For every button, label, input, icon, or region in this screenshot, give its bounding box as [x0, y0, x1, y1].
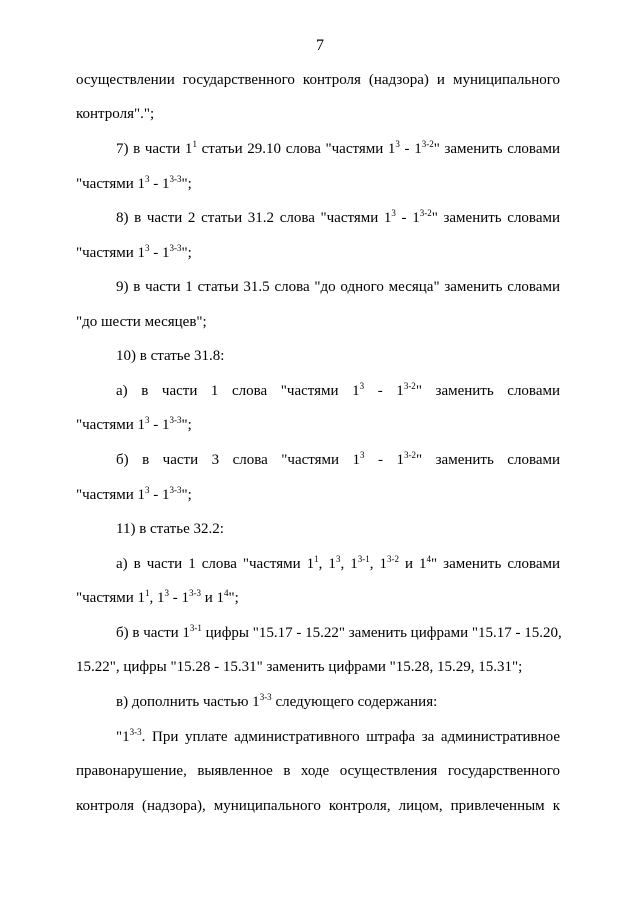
- text-line: правонарушение, выявленное в ходе осуществления государственного: [76, 763, 560, 779]
- text-line: контроля (надзора), муниципального контроля, лицом, привлеченным к: [76, 798, 560, 814]
- text-line: а) в части 1 слова "частями $1^1$, $1^3$, 1$^{3-1}$, 1$^{3-2}$ и $1^4$" заменить словами: [116, 554, 561, 572]
- text-line: осуществлении государственного контроля (надзора) и муниципального: [76, 72, 560, 88]
- text-line: 7) в части $1^1$ статьи 29.10 слова "частями $1^3 - 1^{3-2}$" заменить словами: [116, 139, 560, 157]
- text-line: 9) в части 1 статьи 31.5 слова "до одного месяца" заменить словами: [116, 279, 560, 295]
- text-line: б) в части 3 слова "частями $1^3 - 1^{3-2}$" заменить словами: [116, 450, 561, 468]
- text-line: 8) в части 2 статьи 31.2 слова "частями $1^3 - 1^{3-2}$" заменить словами: [116, 208, 560, 226]
- text-line: "частями $1^3 - 1^{3-3}$";: [76, 415, 192, 433]
- text-line: а) в части 1 слова "частями $1^3 - 1^{3-2}$" заменить словами: [116, 381, 560, 399]
- text-line: в) дополнить частью 1$^{3-3}$ следующего содержания:: [116, 692, 438, 710]
- text-line: контроля".";: [76, 106, 155, 122]
- text-line: "частями $1^1$, $1^3 - 1^{3-3}$ и $1^4$";: [76, 588, 239, 606]
- text-line: "1$^{3-3}$. При уплате административного штрафа за административное: [116, 727, 560, 745]
- text-line: "частями $1^3 - 1^{3-3}$";: [76, 485, 192, 503]
- page-number: 7: [316, 37, 324, 54]
- text-line: 10) в статье 31.8:: [116, 348, 225, 364]
- text-line: 15.22", цифры "15.28 - 15.31" заменить цифрами "15.28, 15.29, 15.31";: [76, 659, 523, 675]
- text-line: "до шести месяцев";: [76, 314, 207, 330]
- text-line: "частями $1^3 - 1^{3-3}$";: [76, 243, 192, 261]
- text-line: 11) в статье 32.2:: [116, 521, 224, 537]
- text-line: б) в части 1$^{3-1}$ цифры "15.17 - 15.22" заменить цифрами "15.17 - 15.20,: [116, 623, 562, 641]
- text-line: "частями $1^3 - 1^{3-3}$";: [76, 174, 192, 192]
